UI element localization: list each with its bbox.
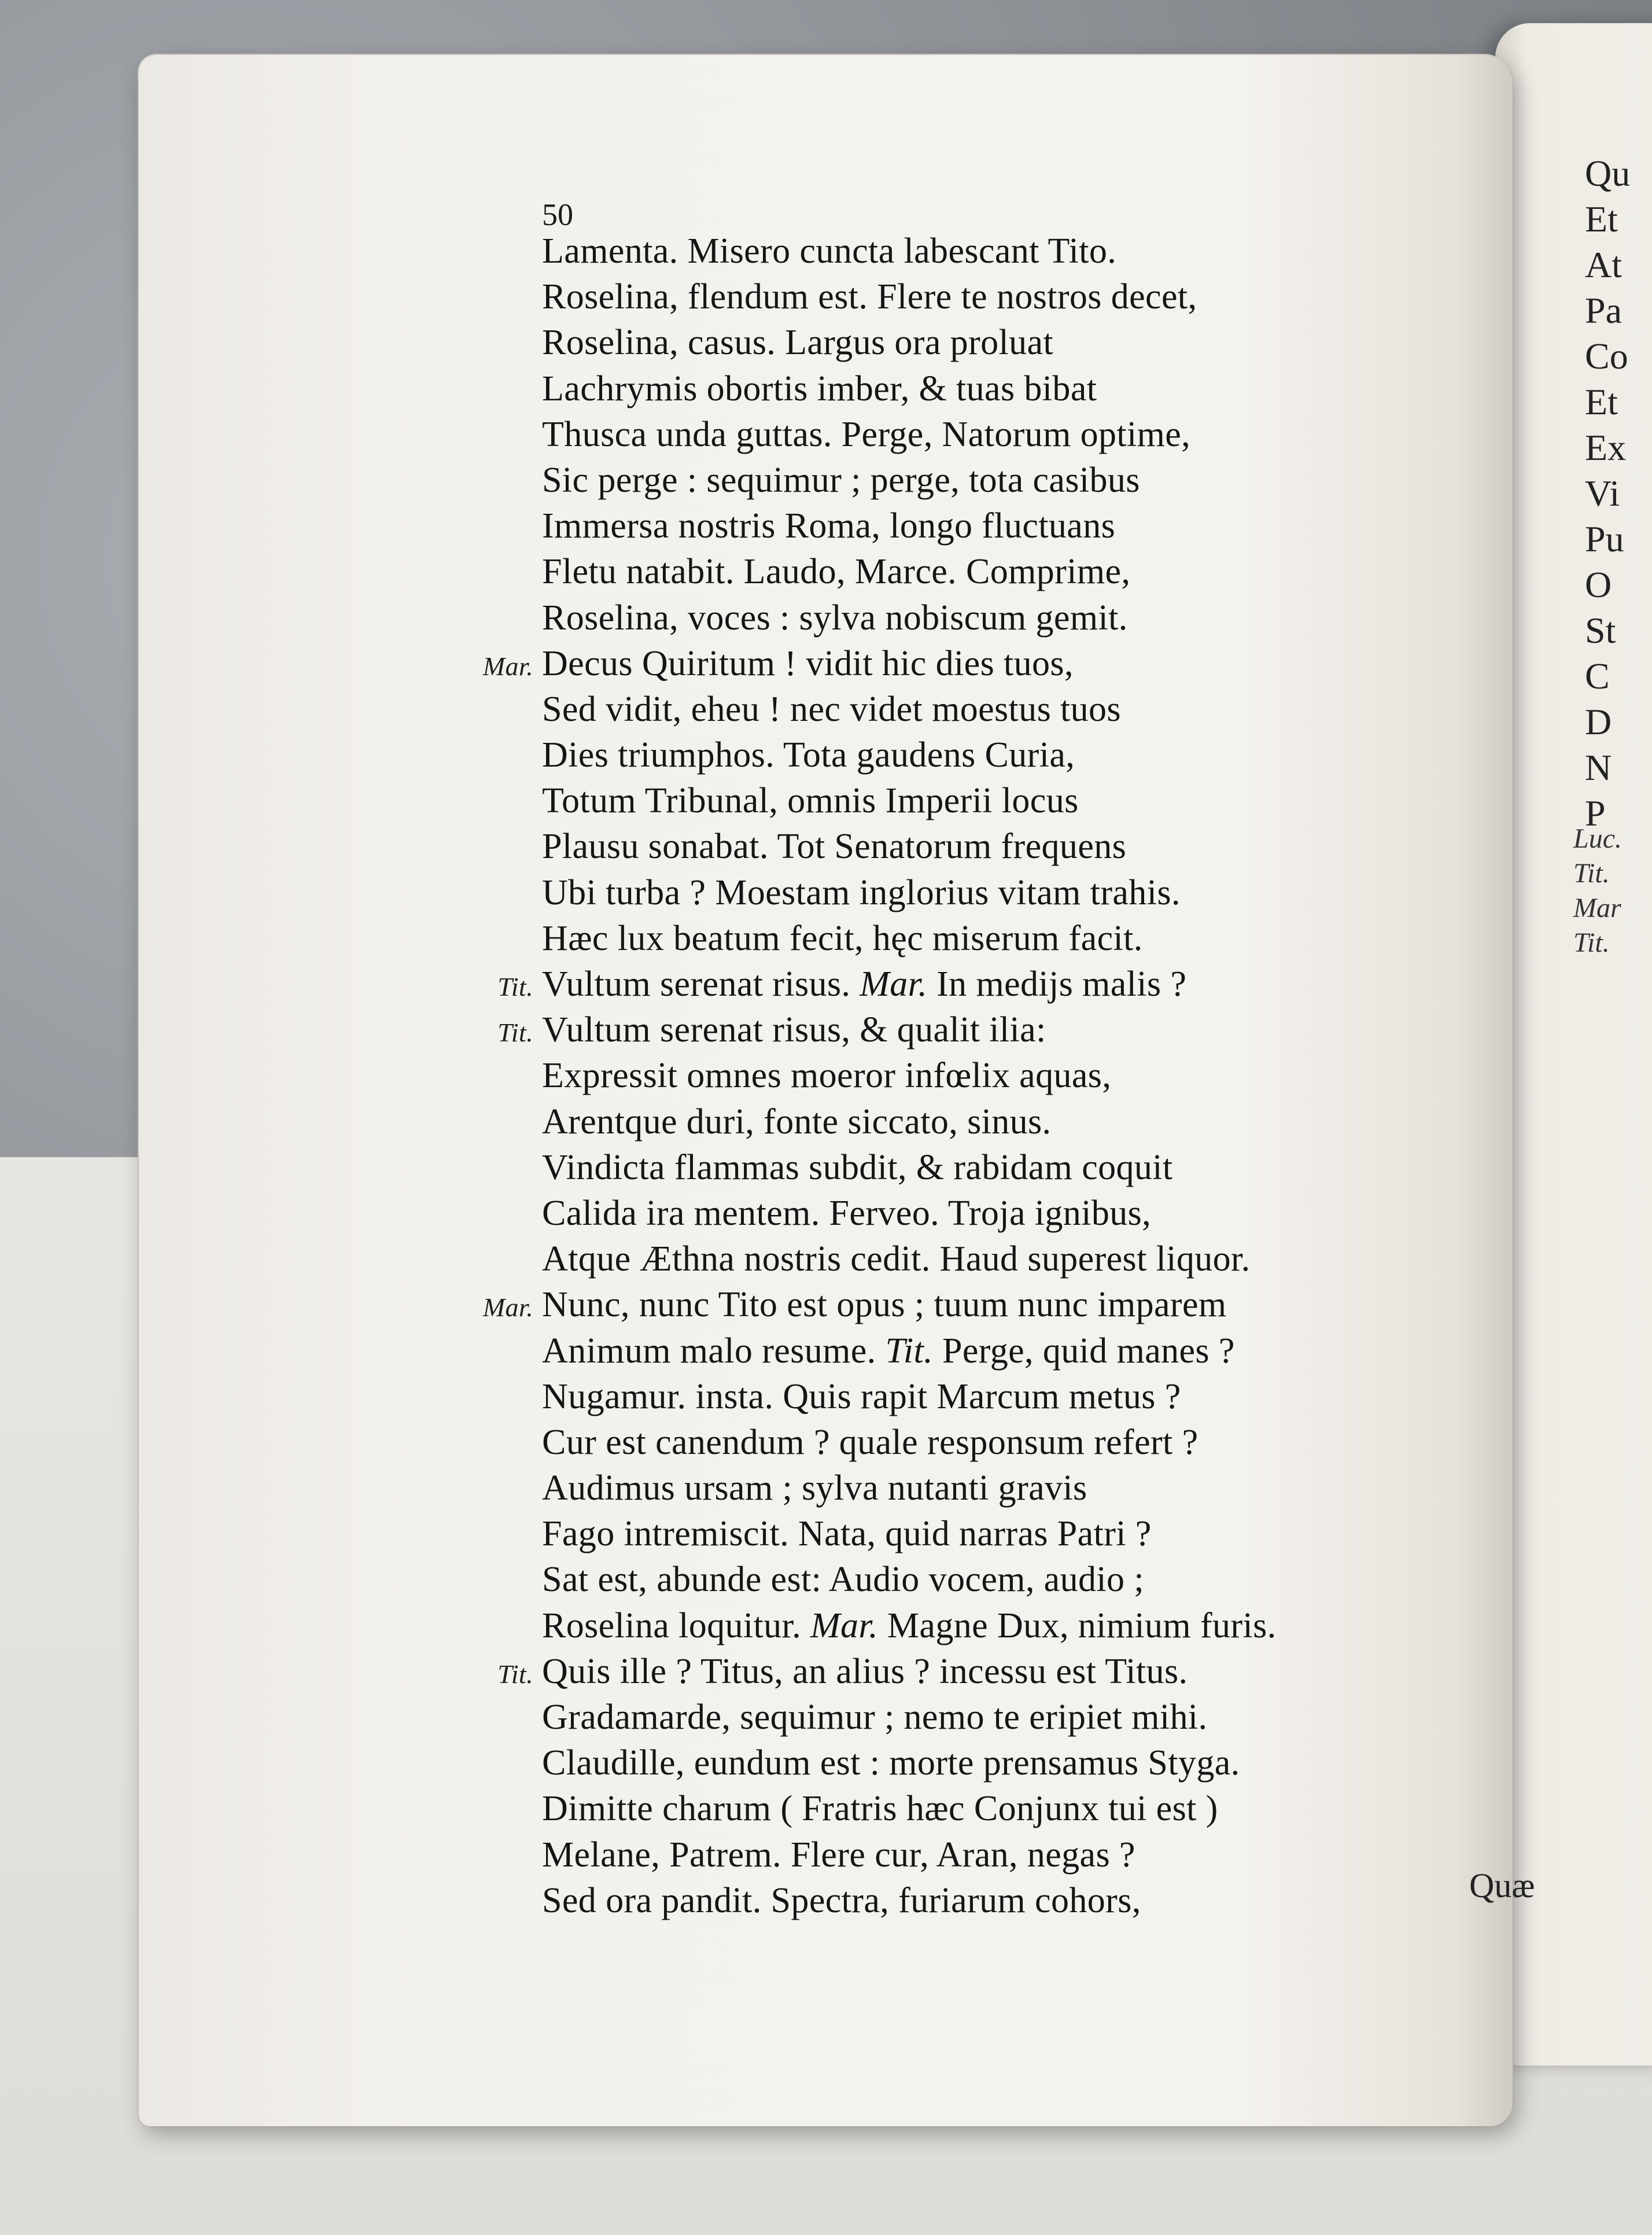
facing-speaker-label: Mar [1573, 893, 1621, 923]
facing-line-initial: Pa [1585, 290, 1622, 331]
verse-text: Cur est canendum ? quale responsum refert ? [542, 1422, 1199, 1462]
verse-line [542, 1374, 1479, 1420]
facing-line-initial: O [1585, 564, 1612, 605]
verse-line [497, 962, 1479, 1007]
verse-text: Arentque duri, fonte siccato, sinus. [542, 1102, 1052, 1142]
verse-text: Fago intremiscit. Nata, quid narras Patri ? [542, 1514, 1152, 1554]
inline-speaker-label: Mar. [860, 964, 928, 1004]
verse-text: Gradamarde, sequimur ; nemo te eripiet mihi. [542, 1698, 1208, 1737]
speaker-label: Tit. [497, 1018, 533, 1048]
verse-line [542, 1832, 1479, 1878]
verse-text: Immersa nostris Roma, longo fluctuans [542, 506, 1116, 546]
verse-text: Claudille, eundum est : morte prensamus Styga. [542, 1743, 1240, 1783]
verse-line [542, 1053, 1479, 1099]
verse-line [542, 1099, 1479, 1145]
verse-text: Expressit omnes moeror infœlix aquas, [542, 1056, 1112, 1096]
verse-text: Roselina loquitur. [542, 1606, 802, 1645]
verse-text: Totum Tribunal, omnis Imperii locus [542, 781, 1079, 821]
verse-text: Vultum serenat risus, & qualit ilia: [542, 1010, 1046, 1050]
facing-line-initial: Pu [1585, 518, 1624, 559]
verse-text-rest: Perge, quid manes ? [942, 1331, 1235, 1371]
verse-text: Animum malo resume. [542, 1331, 876, 1371]
verse-line [542, 1603, 1479, 1649]
speaker-label: Tit. [497, 1659, 533, 1689]
verse-block [482, 229, 1479, 1924]
inline-speaker-label: Mar. [810, 1606, 878, 1645]
facing-speaker-label: Luc. [1573, 823, 1622, 854]
verse-line [542, 1420, 1479, 1466]
speaker-label: Mar. [482, 1293, 533, 1323]
verse-text: Fletu natabit. Laudo, Marce. Comprime, [542, 552, 1131, 592]
verse-line [542, 1328, 1479, 1374]
verse-text: Thusca unda guttas. Perge, Natorum optime, [542, 414, 1191, 454]
facing-line-initial: At [1585, 244, 1622, 285]
verse-line [542, 595, 1479, 641]
verse-text: Lamenta. Misero cuncta labescant Tito. [542, 231, 1117, 271]
verse-line [542, 366, 1479, 412]
verse-line [542, 1466, 1479, 1511]
show-through-text [1475, 205, 1637, 1872]
verse-text: Nugamur. insta. Quis rapit Marcum metus ? [542, 1376, 1181, 1416]
verse-line [542, 1557, 1479, 1603]
facing-line-initial: D [1585, 701, 1612, 742]
facing-line-initial: Et [1585, 198, 1618, 240]
facing-line-initial: Qu [1585, 153, 1631, 194]
verse-line [482, 1282, 1479, 1328]
verse-line [497, 1649, 1479, 1695]
verse-line [542, 549, 1479, 595]
facing-speaker-label: Tit. [1573, 927, 1610, 958]
verse-text: Sic perge : sequimur ; perge, tota casibus [542, 460, 1140, 500]
verse-line [542, 229, 1479, 274]
verse-text: Plausu sonabat. Tot Senatorum frequens [542, 827, 1127, 867]
verse-line [542, 916, 1479, 962]
verse-text: Roselina, voces : sylva nobiscum gemit. [542, 598, 1128, 638]
verse-text: Quis ille ? Titus, an alius ? incessu est Titus. [542, 1651, 1188, 1691]
verse-text: Ubi turba ? Moestam inglorius vitam trahis. [542, 872, 1181, 912]
facing-line-initial: St [1585, 610, 1616, 651]
verse-text: Atque Æthna nostris cedit. Haud superest liquor. [542, 1239, 1251, 1279]
facing-line-initial: C [1585, 656, 1610, 697]
verse-text: Lachrymis obortis imber, & tuas bibat [542, 369, 1097, 408]
verse-text: Melane, Patrem. Flere cur, Aran, negas ? [542, 1835, 1135, 1875]
facing-line-initial: N [1585, 747, 1612, 788]
verse-line [542, 1878, 1479, 1924]
verse-line [542, 1786, 1479, 1832]
facing-speaker-label: Tit. [1573, 858, 1610, 889]
verse-text: Vindicta flammas subdit, & rabidam coquit [542, 1147, 1173, 1187]
verse-text: Calida ira mentem. Ferveo. Troja ignibus, [542, 1193, 1152, 1233]
verse-text: Sed vidit, eheu ! nec videt moestus tuos [542, 689, 1121, 729]
verse-line [542, 870, 1479, 916]
verse-text-rest: In medijs malis ? [936, 964, 1187, 1004]
verse-text: Dies triumphos. Tota gaudens Curia, [542, 735, 1075, 775]
page-number: 50 [542, 197, 573, 232]
verse-text: Vultum serenat risus. [542, 964, 851, 1004]
verse-line [542, 1191, 1479, 1236]
facing-line-initial: Ex [1585, 427, 1627, 468]
verse-line [482, 641, 1479, 687]
verse-text: Sed ora pandit. Spectra, furiarum cohors, [542, 1880, 1141, 1920]
verse-text: Roselina, casus. Largus ora proluat [542, 323, 1054, 363]
verse-line [542, 412, 1479, 458]
verse-line [542, 1511, 1479, 1557]
verse-text: Sat est, abunde est: Audio vocem, audio ; [542, 1560, 1144, 1600]
verse-text: Hæc lux beatum fecit, hęc miserum facit. [542, 918, 1143, 958]
facing-line-initial: P [1585, 793, 1606, 834]
verse-line [542, 1145, 1479, 1191]
verse-line [542, 320, 1479, 366]
verse-line [542, 458, 1479, 503]
verse-line [542, 274, 1479, 320]
verse-line [542, 824, 1479, 870]
speaker-label: Tit. [497, 972, 533, 1001]
verse-text: Nunc, nunc Tito est opus ; tuum nunc imparem [542, 1285, 1227, 1325]
verse-line [542, 1740, 1479, 1786]
speaker-label: Mar. [482, 651, 533, 681]
inline-speaker-label: Tit. [885, 1331, 934, 1371]
verse-line [497, 1007, 1479, 1053]
verse-line [542, 732, 1479, 778]
verse-text: Dimitte charum ( Fratris hæc Conjunx tui est ) [542, 1789, 1218, 1829]
verse-line [542, 687, 1479, 732]
facing-line-initial: Vi [1585, 473, 1620, 514]
catchword: Quæ [1469, 1866, 1535, 1905]
verse-line [542, 1695, 1479, 1740]
facing-line-initial: Co [1585, 336, 1628, 377]
verse-text: Audimus ursam ; sylva nutanti gravis [542, 1468, 1087, 1508]
verse-text-rest: Magne Dux, nimium furis. [887, 1606, 1277, 1645]
verse-text: Roselina, flendum est. Flere te nostros decet, [542, 277, 1197, 317]
verse-line [542, 1236, 1479, 1282]
facing-line-initial: Et [1585, 381, 1618, 422]
verse-line [542, 503, 1479, 549]
verse-text: Decus Quiritum ! vidit hic dies tuos, [542, 643, 1074, 683]
verse-line [542, 778, 1479, 824]
